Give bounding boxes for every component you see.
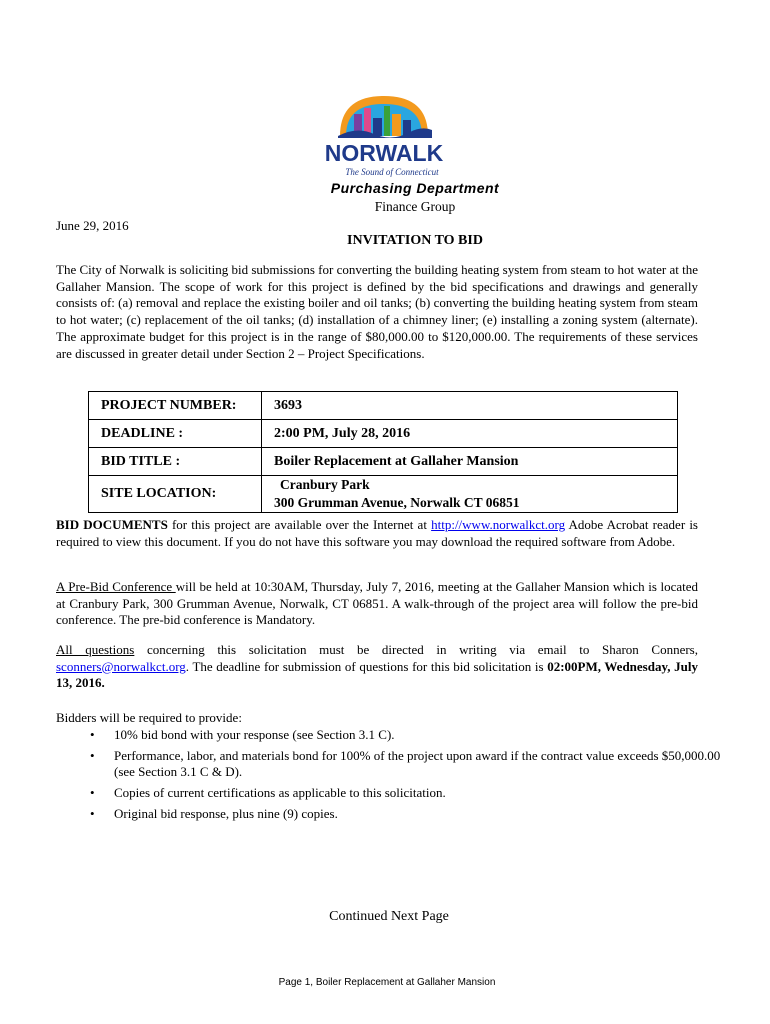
project-number-label: PROJECT NUMBER: [89, 392, 262, 420]
project-info-table [88, 391, 678, 513]
table-row [89, 448, 678, 476]
bid-documents-paragraph [56, 517, 698, 550]
prebid-text: will be held at 10:30AM, Thursday, July 7, 2016, meeting at the Gallaher Mansion which is located at Cranbury Park, 300 Grumman Avenue, Norwalk, CT 06851. A walk-through of the project area will follow the pre-bid conference. The pre-bid conference is Mandatory. [56, 579, 698, 628]
norwalk-logo [312, 92, 456, 180]
questions-deadline: 02:00PM, Wednesday, July 13, 2016. [56, 658, 698, 691]
continued-next-page: Continued Next Page [329, 909, 449, 924]
logo-wordmark: NORWALK [324, 140, 444, 166]
table-row [89, 392, 678, 420]
bid-documents-text-2: Adobe Acrobat reader is required to view this document. If you do not have this software you may download the required software from Adobe. [56, 517, 698, 549]
contact-email-link[interactable]: sconners@norwalkct.org [56, 658, 186, 674]
prebid-lead: A Pre-Bid Conference [56, 579, 176, 594]
intro-paragraph: The City of Norwalk is soliciting bid submissions for converting the building heating system from steam to hot water at the Gallaher Mansion. The scope of work for this project is defined by the bid specifications and drawings and generally consists of: (a) removal and replace the existing boiler and oil tanks; (b) converting the building heating system from steam to hot water; (c) replacement of the oil tanks; (d) installation of a chimney liner; (e) installing a zoning system (alternate). The approximate budget for this project is in the range of $80,000.00 to $120,000.00. The requirements of these services are discussed in greater detail under Section 2 – Project Specifications. [56, 262, 698, 361]
table-row [89, 420, 678, 448]
questions-lead: All questions [56, 642, 135, 657]
site-location-line-1: Cranbury Park [280, 477, 370, 492]
norwalk-website-link[interactable]: http://www.norwalkct.org [431, 517, 566, 532]
questions-paragraph [56, 642, 698, 692]
norwalk-logo-graphic [312, 92, 456, 180]
page-footer: Page 1, Boiler Replacement at Gallaher Mansion [278, 977, 496, 988]
prebid-paragraph [56, 579, 698, 629]
bid-title-value: Boiler Replacement at Gallaher Mansion [262, 448, 678, 476]
document-date: June 29, 2016 [56, 218, 129, 233]
list-item: • Performance, labor, and materials bond for 100% of the project upon award if the contract value exceeds $50,000.00 (see Section 3.1 C & D). [114, 748, 734, 781]
group-name: Finance Group [374, 199, 456, 214]
logo-tagline: The Sound of Connecticut [345, 167, 439, 177]
requirements-intro: Bidders will be required to provide: [56, 710, 242, 725]
deadline-label: DEADLINE : [89, 420, 262, 448]
table-row [89, 476, 678, 513]
deadline-value: 2:00 PM, July 28, 2016 [262, 420, 678, 448]
logo-building-5 [392, 114, 401, 136]
list-item: • Copies of current certifications as applicable to this solicitation. [114, 785, 734, 802]
logo-building-4 [384, 106, 390, 136]
document-title: INVITATION TO BID [347, 233, 483, 248]
site-location-value [262, 476, 678, 513]
questions-text-2: . The deadline for submission of questions for this bid solicitation is [185, 658, 548, 674]
bid-documents-lead: BID DOCUMENTS [56, 517, 168, 532]
list-item: • Original bid response, plus nine (9) copies. [114, 806, 734, 823]
site-location-label: SITE LOCATION: [89, 476, 262, 513]
site-location-line-2: 300 Grumman Avenue, Norwalk CT 06851 [274, 495, 520, 510]
project-number-value: 3693 [262, 392, 678, 420]
logo-building-3 [373, 118, 382, 136]
bid-title-label: BID TITLE : [89, 448, 262, 476]
questions-text-1: concerning this solicitation must be directed in writing via email to Sharon Conners, [134, 642, 698, 657]
department-name: Purchasing Department [330, 180, 500, 196]
requirements-list [74, 727, 734, 827]
list-item: • 10% bid bond with your response (see Section 3.1 C). [114, 727, 734, 744]
bid-documents-text-1: for this project are available over the Internet at [167, 517, 432, 532]
